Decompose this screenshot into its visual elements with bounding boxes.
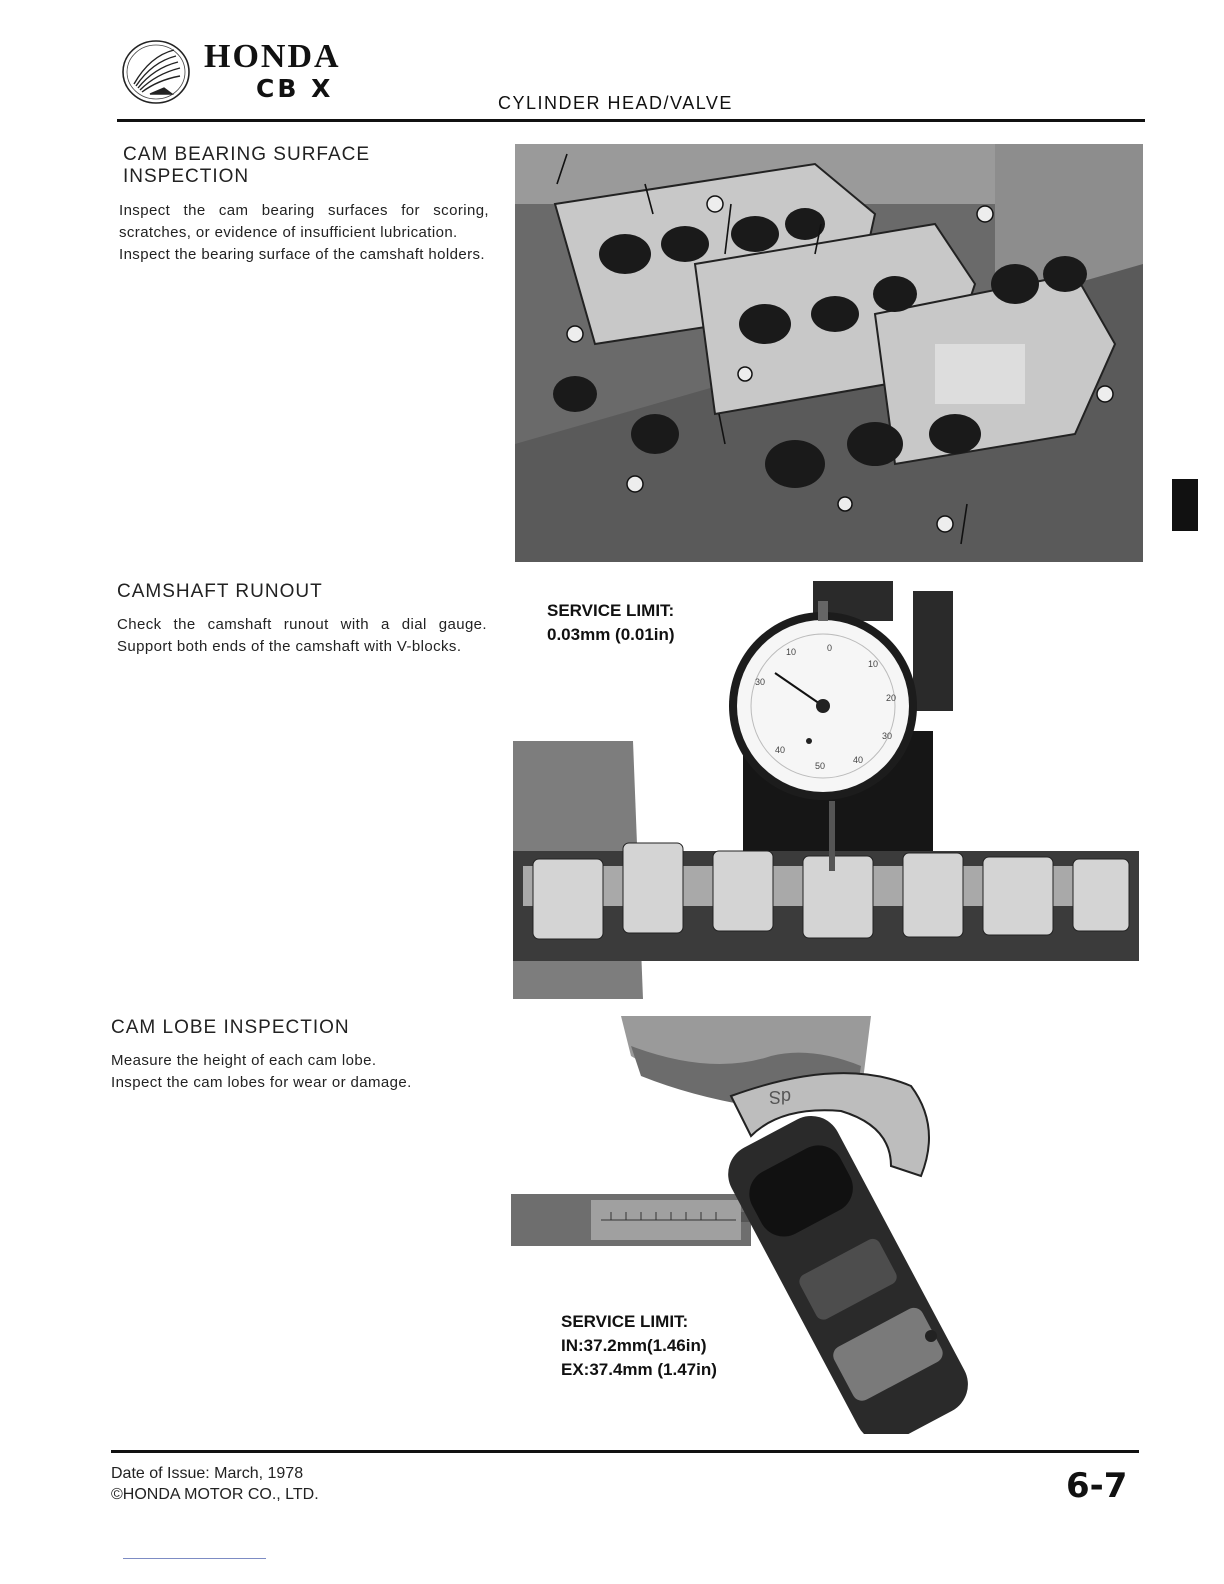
- dial-number: 0: [827, 643, 833, 653]
- copyright: ©HONDA MOTOR CO., LTD.: [111, 1486, 319, 1503]
- dial-number: 40: [775, 745, 786, 755]
- section-thumb-tab: [1172, 479, 1198, 531]
- dial-number: 30: [882, 731, 893, 741]
- micrometer-marking: dS: [769, 1087, 792, 1107]
- cam-lobe-instructions: [111, 1050, 491, 1094]
- heading-line: CAM BEARING SURFACE: [123, 144, 371, 165]
- date-of-issue: Date of Issue: March, 1978: [111, 1465, 304, 1482]
- service-limit-caption-runout: [543, 599, 679, 647]
- service-limit-label: SERVICE LIMIT:: [561, 1312, 689, 1331]
- section-heading-camshaft-runout: CAMSHAFT RUNOUT: [117, 581, 323, 602]
- micrometer-photo: [511, 1016, 1045, 1434]
- instruction-paragraph: Inspect the bearing surface of the camshaft holders.: [119, 246, 485, 263]
- section-heading-cam-lobe: CAM LOBE INSPECTION: [111, 1017, 350, 1038]
- section-heading-cam-bearing: [123, 144, 370, 188]
- camshaft-runout-instructions: [117, 614, 487, 658]
- dial-number: 20: [886, 693, 897, 703]
- dial-number: 10: [786, 647, 797, 657]
- instruction-paragraph: Inspect the cam lobes for wear or damage.: [111, 1074, 412, 1091]
- brand-name: HONDA: [204, 38, 341, 75]
- service-limit-intake: IN:37.2mm(1.46in): [561, 1336, 707, 1355]
- dial-number: 10: [868, 659, 879, 669]
- header-divider: [117, 119, 1145, 122]
- cam-bearing-instructions: [119, 200, 489, 266]
- cylinder-head-photo: [515, 144, 1143, 562]
- service-limit-caption-cam-lobe: [557, 1310, 721, 1382]
- dial-gauge-photo: [513, 581, 1139, 999]
- instruction-paragraph: Inspect the cam bearing surfaces for scoring, scratches, or evidence of insufficient lubrication.: [119, 202, 489, 241]
- instruction-paragraph: Measure the height of each cam lobe.: [111, 1052, 377, 1069]
- dial-number: 40: [853, 755, 864, 765]
- page-number: 6-7: [1066, 1466, 1128, 1506]
- model-name: CB X: [256, 74, 334, 103]
- dial-number: 30: [755, 677, 766, 687]
- service-limit-label: SERVICE LIMIT:: [547, 601, 675, 620]
- heading-line: INSPECTION: [123, 166, 250, 187]
- footer-divider: [111, 1450, 1139, 1453]
- dial-number: 50: [815, 761, 826, 771]
- service-limit-exhaust: EX:37.4mm (1.47in): [561, 1360, 717, 1379]
- service-limit-value: 0.03mm (0.01in): [547, 625, 675, 644]
- scan-artifact-line: [123, 1558, 266, 1559]
- section-title: CYLINDER HEAD/VALVE: [498, 93, 733, 113]
- instruction-paragraph: Check the camshaft runout with a dial gauge. Support both ends of the camshaft with V-blocks.: [117, 616, 487, 655]
- honda-wing-logo-icon: [120, 36, 196, 106]
